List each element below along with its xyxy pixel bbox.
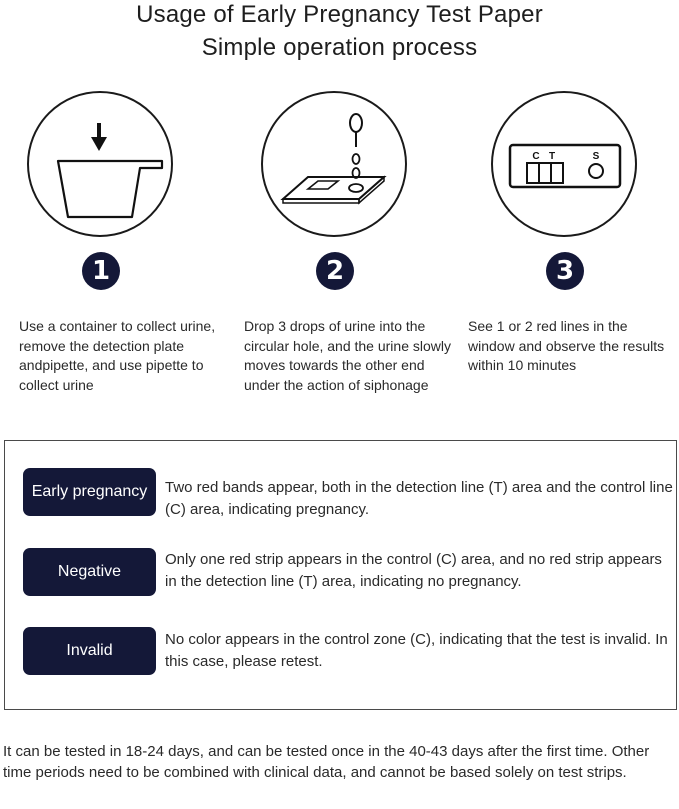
step-1-description: Use a container to collect urine, remove the detection plate andpipette, and use pipette to collect urine bbox=[19, 318, 216, 393]
step-2-illustration bbox=[261, 91, 407, 237]
result-badge-invalid: Invalid bbox=[23, 627, 156, 675]
result-badge-negative: Negative bbox=[23, 548, 156, 596]
page-title: Usage of Early Pregnancy Test Paper bbox=[136, 1, 543, 28]
sample-well-label: S bbox=[592, 151, 600, 162]
step-3-number-badge: 3 bbox=[546, 252, 584, 290]
test-line-label: T bbox=[548, 151, 556, 162]
result-badge-early-pregnancy: Early pregnancy bbox=[23, 468, 156, 516]
collection-cup-icon bbox=[29, 93, 171, 235]
control-line-label: C bbox=[532, 151, 540, 162]
step-3-description: See 1 or 2 red lines in the window and observe the results within 10 minutes bbox=[468, 318, 665, 373]
step-2-number-badge: 2 bbox=[316, 252, 354, 290]
step-1-number-badge: 1 bbox=[82, 252, 120, 290]
page-subtitle: Simple operation process bbox=[201, 34, 478, 61]
result-description-early-pregnancy: Two red bands appear, both in the detection line (T) area and the control line (C) area, indicating pregnancy. bbox=[165, 479, 673, 518]
result-description-invalid: No color appears in the control zone (C), indicating that the test is invalid. In this case, please retest. bbox=[165, 631, 668, 670]
step-1-illustration bbox=[27, 91, 173, 237]
test-cassette-icon bbox=[493, 93, 635, 235]
step-3-illustration bbox=[491, 91, 637, 237]
result-description-negative: Only one red strip appears in the control (C) area, and no red strip appears in the detection line (T) area, indicating no pregnancy. bbox=[165, 551, 662, 590]
footer-note: It can be tested in 18-24 days, and can be tested once in the 40-43 days after the first time. Other time periods need to be combined with clinical data, and cannot be based solely on test strips. bbox=[3, 743, 650, 781]
step-2-description: Drop 3 drops of urine into the circular hole, and the urine slowly moves towards the other end under the action of siphonage bbox=[244, 318, 451, 393]
pipette-drops-icon bbox=[263, 93, 405, 235]
